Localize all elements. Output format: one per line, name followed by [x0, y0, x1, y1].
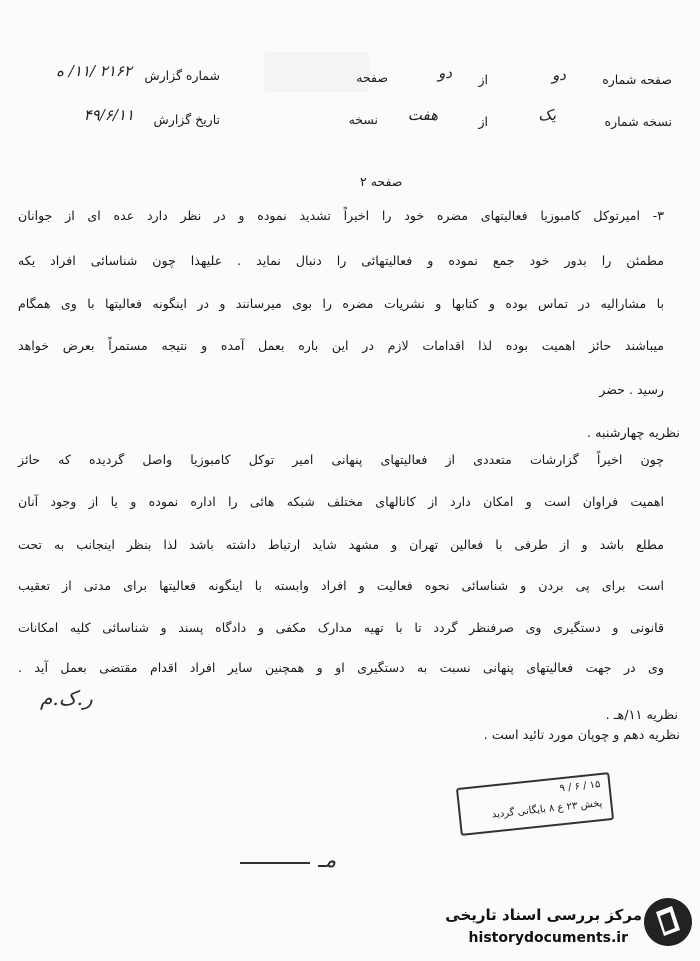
report-no-label: شماره گزارش [144, 68, 220, 83]
org-name: مرکز بررسی اسناد تاریخی [445, 906, 642, 924]
report-no-value: ۲۱۶۲ /۱۱/ ه [56, 62, 132, 80]
opinion-11-heading: نظریه ۱۱/هـ . [605, 708, 678, 723]
opinion-11-text: نظریه دهم و چوپان مورد تائید است . [483, 728, 680, 743]
copy-total: هفت [407, 106, 438, 124]
copy-no-label: نسخه شماره [604, 114, 672, 129]
archive-stamp [456, 772, 614, 836]
report-date-value: ۴۹/۶/۱۱ [83, 106, 134, 124]
signature: مـ [318, 848, 337, 873]
page-total: دو [438, 64, 452, 82]
report-date-label: تاریخ گزارش [153, 112, 220, 127]
body-line: اهمیت فراوان است و امکان دارد از کانالهای مختلف شبکه هائی را اداره نموده و یا از وجود آنان [18, 494, 664, 509]
footer-watermark [418, 886, 700, 961]
copy-no-value: یک [538, 106, 556, 124]
copy-word: نسخه [348, 112, 378, 127]
redaction-smudge [264, 52, 369, 92]
website-url: historydocuments.ir [468, 930, 628, 946]
archive-logo-icon [642, 894, 694, 954]
of-label-2: از [478, 114, 488, 129]
body-line: چون اخیراً گزارشات متعددی از فعالیتهای پنهانی امیر توکل کامبوزیا واصل گردیده که حائز [18, 452, 664, 467]
body-line: میباشند حائز اهمیت بوده لذا اقدامات لازم در این باره بعمل آمده و نتیجه مستمراً بعرض خواهد [18, 338, 664, 353]
body-line: ۳- امیرتوکل کامبوزیا فعالیتهای مضره خود را اخیراً تشدید نموده و در نظر دارد عده ای از جوانان [18, 208, 664, 223]
stamp-text: پخش ۲۳ ع ۸ بایگانی گردید [491, 797, 603, 821]
body-line: مطمئن را بدور خود جمع نموده و فعالیتهائی را دنبال نماید . علیهذا چون شناسائی افراد یکه [18, 253, 664, 268]
page-label: صفحه ۲ [360, 174, 403, 189]
page-word: صفحه [356, 70, 388, 85]
handwritten-initials: ر.ک.م [40, 686, 93, 710]
signature-line [240, 862, 310, 864]
stamp-date: ۱۵ / ۶ / ۹ [559, 779, 601, 795]
page-no-value: دو [552, 66, 566, 84]
body-line: قانونی و دستگیری وی صرفنظر گردد تا با تهیه مدارک مکفی و دادگاه پسند و شناسائی کلیه امکانات [18, 620, 664, 635]
body-line: وی در جهت فعالیتهای پنهانی نسبت به دستگیری او و همچنین سایر افراد اقدام مقتضی بعمل آید . [18, 660, 664, 675]
body-line: است برای پی بردن و شناسائی نحوه فعالیت و افراد وابسته با اینگونه فعالیتها برای مدتی از تعقیب [18, 578, 664, 593]
body-line: مطلع باشد و از طرفی با فعالین تهران و مشهد شاید ارتباط داشته باشد لذا بنظر اینجانب به تحت [18, 537, 664, 552]
body-line: با مشارالیه در تماس بوده و کتابها و نشریات مضره را بوی میرسانند و در اینگونه فعالیتها با وی همگام [18, 296, 664, 311]
opinion-wednesday-heading: نظریه چهارشنبه . [587, 426, 680, 441]
of-label-1: از [478, 72, 488, 87]
page-no-label: صفحه شماره [602, 72, 672, 87]
body-line: رسید . حضر [599, 382, 664, 397]
